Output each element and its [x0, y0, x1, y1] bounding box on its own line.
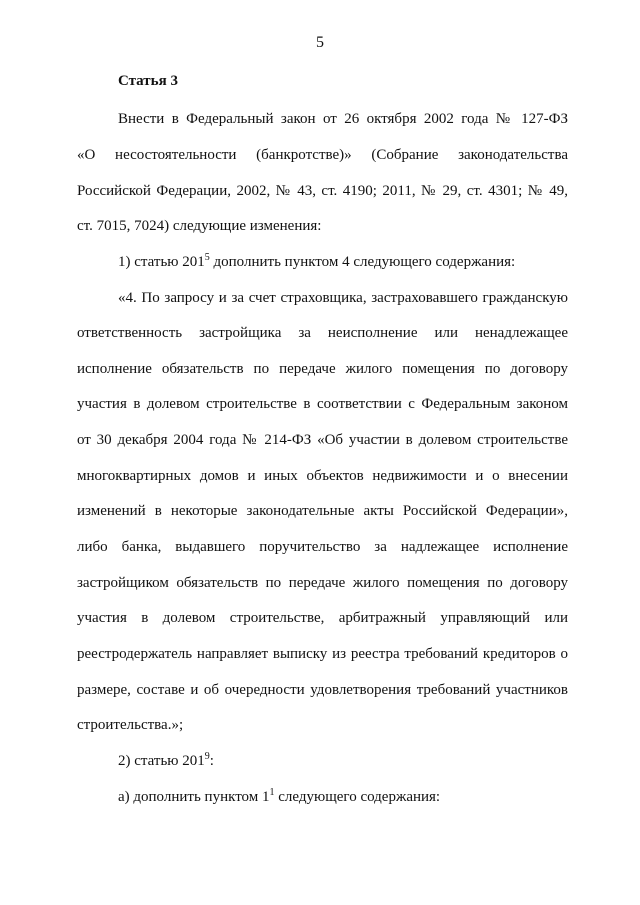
list-item-a: а) дополнить пунктом $1^1$ следующего содержания: — [118, 787, 441, 805]
quote-line: от 30 декабря 2004 года № 214-ФЗ «Об участии в долевом строительстве — [77, 432, 568, 448]
quote-line: строительства.»; — [77, 717, 184, 733]
list-item-2: 2) статью $201^9$: — [118, 751, 214, 769]
quote-line: участия в долевом строительстве в соответствии с Федеральным законом — [77, 396, 568, 412]
quote-line: размере, составе и об очередности удовлетворения требований участников — [77, 682, 568, 698]
quote-line: исполнение обязательств по передаче жилого помещения по договору — [77, 361, 568, 377]
paragraph-line: «О несостоятельности (банкротстве)» (Собрание законодательства — [77, 147, 568, 163]
quote-line: либо банка, выдавшего поручительство за надлежащее исполнение — [77, 539, 568, 555]
quote-line: изменений в некоторые законодательные акты Российской Федерации», — [77, 503, 568, 519]
quote-line: участия в долевом строительстве, арбитражный управляющий или — [77, 610, 568, 626]
list-item-1: 1) статью $201^5$ дополнить пунктом 4 следующего содержания: — [118, 252, 516, 270]
paragraph-line: ст. 7015, 7024) следующие изменения: — [77, 218, 322, 234]
quote-line: «4. По запросу и за счет страховщика, застраховавшего гражданскую — [118, 290, 568, 306]
page-number: 5 — [316, 34, 324, 51]
paragraph-line: Российской Федерации, 2002, № 43, ст. 4190; 2011, № 29, ст. 4301; № 49, — [77, 183, 568, 199]
paragraph-line: Внести в Федеральный закон от 26 октября 2002 года № 127-ФЗ — [118, 111, 568, 127]
quote-line: ответственность застройщика за неисполнение или ненадлежащее — [77, 325, 568, 341]
quote-line: застройщиком обязательств по передаче жилого помещения по договору — [77, 575, 568, 591]
article-heading: Статья 3 — [118, 73, 178, 89]
quote-line: многоквартирных домов и иных объектов недвижимости и о внесении — [77, 468, 568, 484]
quote-line: реестродержатель направляет выписку из реестра требований кредиторов о — [77, 646, 568, 662]
